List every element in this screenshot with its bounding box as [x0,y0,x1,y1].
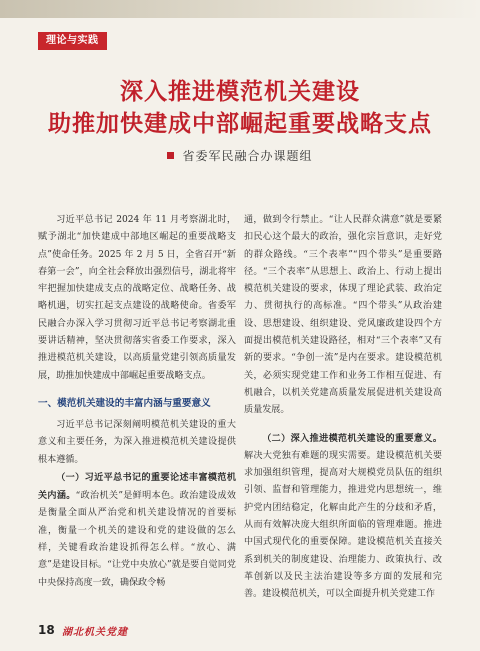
byline-text: 省委军民融合办课题组 [182,149,313,163]
paragraph-body: 解决大党独有难题的现实需要。建设模范机关要求加强组织管理，提高对大规模党员队伍的组织引领、监督和管理能力，推进党内思想统一，维护党内团结稳定，化解由此产生的分歧和矛盾，从而有效解决庞大组织所面临的管理难题。推进中国式现代化的重要保障。建设模范机关直接关系到机关的制度建设、治理能力、政策执行、改革创新以及民主法治建设等多方面的发展和完善。建设模范机关，可以全面提升机关党建工作 [244,450,442,600]
footer [0,615,480,651]
page-number: 18 [38,623,55,637]
paragraph: 习近平总书记 2024 年 11 月考察湖北时，赋予湖北“加快建成中部地区崛起的重要战略支点”使命任务。2025 年 2 月 5 日，全省召开“新春第一会”，向全社会释放出强烈信号，湖北将牢牢把握加快建成支点的战略定位、战略任务、战略机遇，切实扛起支点建设的战略使命。省委军民融合办深入学习贯彻习近平总书记考察湖北重要讲话精神，坚决贯彻落实省委工作要求，深入推进模范机关建设，以高质量党建引领高质量发展，助推加快建成中部崛起重要战略支点。 [38,215,236,381]
paragraph [244,430,442,604]
paragraph [38,469,236,592]
section-heading: 一、模范机关建设的丰富内涵与重要意义 [38,397,211,409]
paragraph: 习近平总书记深刻阐明模范机关建设的重大意义和主要任务，为深入推进模范机关建设提供根本遵循。 [38,419,236,465]
paragraph-body: “政治机关”是鲜明本色。政治建设成效是衡量全面从严治党和机关建设情况的首要标准，衡量一个机关的建设和党的建设做的怎么样，关键看政治建设抓得怎么样。“放心、满意”是建设目标。“让党中央放心”就是要自觉同党中央保持高度一致，确保政令畅 [38,491,236,588]
article-title-line2: 助推加快建成中部崛起重要战略支点 [48,111,432,137]
paragraph: 通，做到令行禁止。“让人民群众满意”就是要紧扣民心这个最大的政治，强化宗旨意识，走好党的群众路线。“三个表率”“四个带头”是重要路径。“三个表率”从思想上、政治上、行动上提出模范机关建设的要求，体现了理论武装、政治定力、贯彻执行的高标准。“四个带头”从政治建设、思想建设、组织建设、党风廉政建设四个方面提出模范机关建设路径，相对“三个表率”又有新的要求。“争创一流”是内在要求。建设模范机关，必须实现党建工作和业务工作相互促进、有机融合，以机关党建高质量发展促进机关建设高质量发展。 [244,215,442,416]
subheading: （一）习近平总书记的重要论述丰富模范机关内涵。 [38,471,236,502]
section-tag: 理论与实践 [38,32,107,50]
article-title-line1: 深入推进模范机关建设 [120,79,360,105]
left-column [38,212,236,617]
top-decor-bar [0,0,480,18]
right-column [244,212,442,617]
square-bullet-icon [167,152,174,159]
byline [0,147,480,164]
publication-name: 湖北机关党建 [62,627,128,638]
subheading: （二）深入推进模范机关建设的重要意义。 [262,432,442,444]
